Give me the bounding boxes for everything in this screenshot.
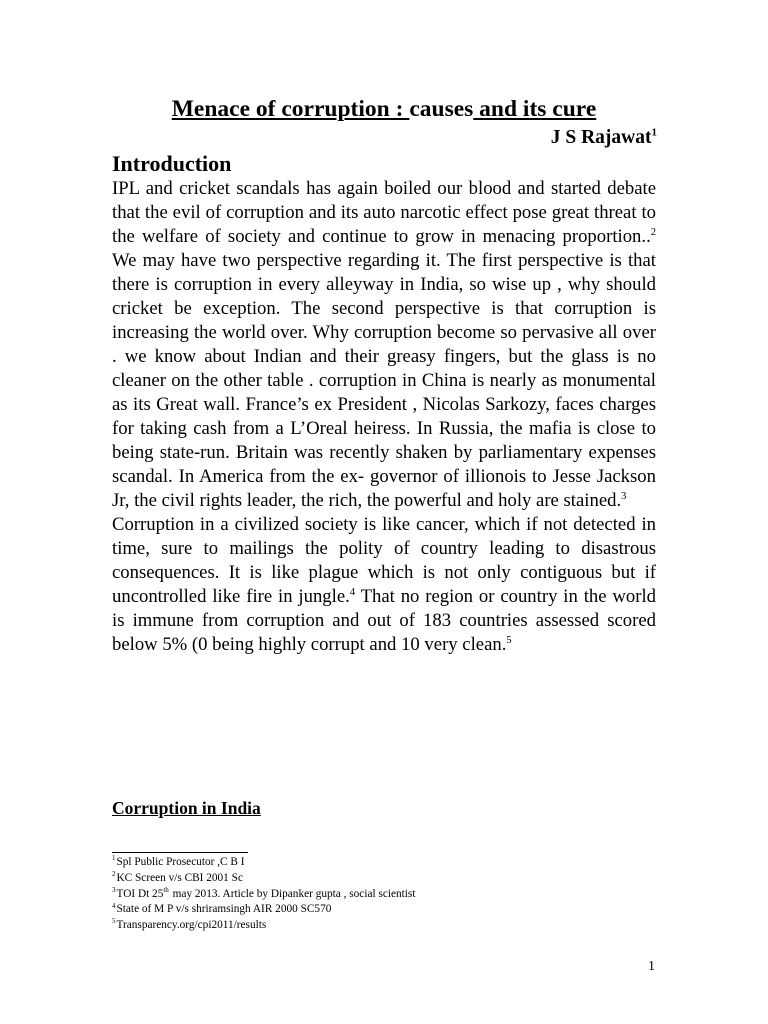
footnote-1 xyxy=(112,855,672,871)
footnote-3 xyxy=(112,887,672,903)
introduction-heading: Introduction xyxy=(112,151,232,176)
footnote-text: Transparency.org/cpi2011/results xyxy=(116,919,267,932)
paragraph-2 xyxy=(112,513,656,657)
title-part-2: causes xyxy=(409,96,474,122)
footnote-text-b: may 2013. Article by Dipanker gupta , social scientist xyxy=(169,887,416,900)
footnote-ref-5: 5 xyxy=(506,634,512,646)
corruption-in-india-heading: Corruption in India xyxy=(112,798,261,818)
footnote-number: 4 xyxy=(112,901,116,910)
author-footnote-ref: 1 xyxy=(651,126,657,139)
footnote-2 xyxy=(112,871,672,887)
footnote-4 xyxy=(112,902,672,918)
footnote-ref-2: 2 xyxy=(650,226,656,238)
footnote-number: 1 xyxy=(112,854,116,863)
footnote-separator xyxy=(112,852,248,853)
document-title xyxy=(0,94,768,124)
footnote-ref-3: 3 xyxy=(621,490,627,502)
paragraph-2-text-a: Corruption in a civilized society is like cancer, which if not detected in time, sure to mailings the polity of country leading to disastrous consequences. It is like plague which is not only contiguous but if uncontrolled like fire in jungle. xyxy=(112,514,656,607)
footnotes xyxy=(112,855,672,934)
footnote-number: 3 xyxy=(112,885,116,894)
footnote-ref-4: 4 xyxy=(349,586,356,598)
author-line xyxy=(551,126,657,150)
footnote-text: Spl Public Prosecutor ,C B I xyxy=(116,856,245,868)
footnote-5 xyxy=(112,918,672,934)
page-number: 1 xyxy=(648,959,655,974)
paragraph-1-text-b: We may have two perspective regarding it. The first perspective is that there is corruption in every alleyway in India, so wise up , why should cricket be exception. The second perspective is that corruption is increasing the world over. Why corruption become so pervasive all over . we know about Indian and their greasy fingers, but the glass is no cleaner on the other table . corruption in China is nearly as monumental as its Great wall. France’s ex President , Nicolas Sarkozy, faces charges for taking cash from a L’Oreal heiress. In Russia, the mafia is close to being state-run. Britain was recently shaken by parliamentary expenses scandal. In America from the ex- governor of illionois to Jesse Jackson Jr, the civil rights leader, the rich, the powerful and holy are stained. xyxy=(112,250,656,511)
title-part-3: and its cure xyxy=(473,96,597,122)
title-part-1: Menace of corruption : xyxy=(171,96,410,122)
author-name: J S Rajawat xyxy=(550,127,652,148)
paragraph-2-text-b: That no region or country in the world is immune from corruption and out of 183 countries assessed scored below 5% (0 being highly corrupt and 10 very clean. xyxy=(112,586,656,655)
footnote-ordinal: th xyxy=(163,885,169,894)
introduction-body xyxy=(112,177,656,657)
footnote-text: KC Screen v/s CBI 2001 Sc xyxy=(116,871,243,884)
footnote-text-a: TOI Dt 25 xyxy=(116,887,164,900)
footnote-number: 2 xyxy=(112,870,116,879)
footnote-number: 5 xyxy=(112,917,116,926)
footnote-text: State of M P v/s shriramsingh AIR 2000 SC570 xyxy=(116,903,332,916)
paragraph-1 xyxy=(112,177,656,513)
paragraph-1-text-a: IPL and cricket scandals has again boiled our blood and started debate that the evil of corruption and its auto narcotic effect pose great threat to the welfare of society and continue to grow in menacing proportion.. xyxy=(112,178,656,247)
